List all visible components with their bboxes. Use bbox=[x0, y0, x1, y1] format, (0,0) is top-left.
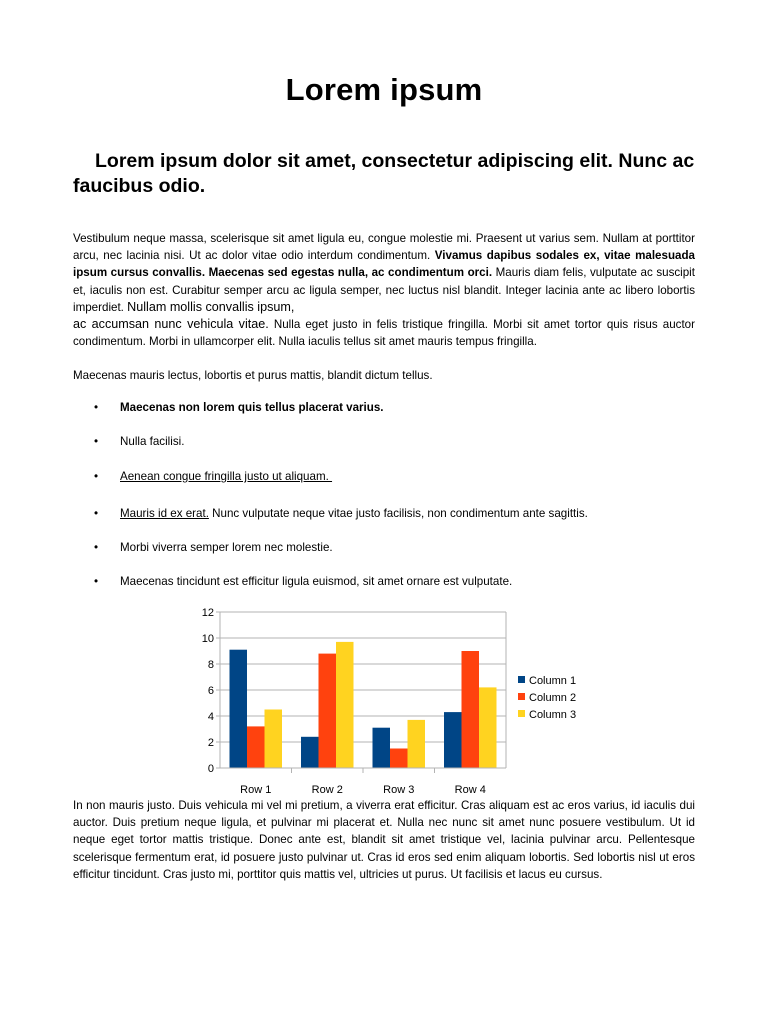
bullet-marker: • bbox=[94, 470, 99, 483]
bullet-marker: • bbox=[94, 507, 99, 520]
document-subtitle: Lorem ipsum dolor sit amet, consectetur adipiscing elit. Nunc ac faucibus odio. bbox=[73, 150, 695, 197]
y-tick-label: 6 bbox=[207, 685, 214, 697]
list-item-text: Aenean congue fringilla justo ut aliquam. bbox=[120, 470, 333, 483]
legend-label: Column 2 bbox=[529, 692, 577, 704]
bullet-marker: • bbox=[94, 435, 99, 448]
list-item-text: Nulla facilisi. bbox=[120, 435, 185, 448]
x-tick-label: Row 1 bbox=[240, 784, 272, 796]
y-tick-label: 8 bbox=[207, 659, 214, 671]
bar-column-3 bbox=[336, 642, 354, 768]
legend-swatch bbox=[518, 693, 525, 700]
list-item-rest: Nunc vulputate neque vitae justo facilisis, non condimentum ante sagittis. bbox=[208, 507, 588, 520]
bar-column-3 bbox=[265, 710, 283, 769]
list-item-text: Morbi viverra semper lorem nec molestie. bbox=[120, 541, 333, 554]
paragraph-1-text-b: Mauris diam felis, vulputate ac suscipit et, iaculis non est. Curabitur semper arcu ac ligula semper, nec luctus nisl blandit. Integer lacinia ante ac libero lobortis imperdiet. bbox=[73, 266, 695, 314]
bar-column-2 bbox=[390, 749, 408, 769]
bullet-marker: • bbox=[94, 401, 99, 414]
list-item-text: Maecenas tincidunt est efficitur ligula euismod, sit amet ornare est vulputate. bbox=[120, 575, 513, 588]
y-tick-label: 2 bbox=[207, 737, 214, 749]
paragraph-2: Maecenas mauris lectus, lobortis et purus mattis, blandit dictum tellus. bbox=[73, 369, 433, 382]
x-tick-label: Row 2 bbox=[311, 784, 343, 796]
legend-swatch bbox=[518, 710, 525, 717]
bar-column-2 bbox=[319, 654, 337, 768]
paragraph-1-large-a: Nullam mollis convallis ipsum, bbox=[127, 299, 295, 314]
x-tick-label: Row 3 bbox=[383, 784, 415, 796]
bar-column-1 bbox=[373, 728, 391, 768]
y-tick-label: 0 bbox=[207, 763, 214, 775]
y-tick-label: 10 bbox=[201, 633, 214, 645]
paragraph-1-text-c: Nulla eget justo in felis tristique fringilla. Morbi sit amet tortor quis risus auctor condimentum. Morbi in ullamcorper elit. Nulla iaculis tellus sit amet mauris tempus fringilla. bbox=[73, 318, 695, 349]
paragraph-1 bbox=[73, 230, 695, 350]
paragraph-1-text-a: Vestibulum neque massa, scelerisque sit amet ligula eu, congue molestie mi. Praesent ut varius sem. Nullam at porttitor arcu, nec lacinia nisi. Ut ac dolor vitae odio interdum condimentum. bbox=[73, 232, 695, 263]
bar-chart bbox=[190, 602, 600, 800]
x-tick-label: Row 4 bbox=[454, 784, 486, 796]
paragraph-1-large-b: ac accumsan nunc vehicula vitae. bbox=[73, 317, 269, 332]
legend-label: Column 1 bbox=[529, 675, 577, 687]
legend-label: Column 3 bbox=[529, 709, 577, 721]
bullet-marker: • bbox=[94, 541, 99, 554]
bar-column-1 bbox=[301, 737, 319, 768]
bar-column-2 bbox=[462, 651, 480, 768]
bar-column-1 bbox=[444, 712, 462, 768]
y-tick-label: 4 bbox=[207, 711, 214, 723]
bullet-marker: • bbox=[94, 575, 99, 588]
list-item-underlined: Mauris id ex erat. bbox=[120, 507, 209, 520]
bar-column-3 bbox=[479, 687, 497, 768]
list-item-text bbox=[120, 506, 588, 522]
legend-swatch bbox=[518, 676, 525, 683]
y-tick-label: 12 bbox=[201, 607, 214, 619]
bar-column-3 bbox=[408, 720, 426, 768]
list-item-text: Maecenas non lorem quis tellus placerat varius. bbox=[120, 401, 384, 414]
document-title: Lorem ipsum bbox=[285, 72, 483, 107]
bar-column-1 bbox=[230, 650, 248, 768]
paragraph-3: In non mauris justo. Duis vehicula mi vel mi pretium, a viverra erat efficitur. Cras aliquam est ac eros varius, id iaculis dui auctor. Duis pretium neque ligula, et pulvinar mi placerat et. Nulla nec nunc sit amet nunc posuere vestibulum. Ut id neque eget tortor mattis tristique. Donec ante est, blandit sit amet tristique vel, lacinia pulvinar arcu. Pellentesque scelerisque fermentum erat, id posuere justo pulvinar ut. Cras id eros sed enim aliquam lobortis. Sed lobortis nisl ut eros efficitur tincidunt. Cras justo mi, porttitor quis mattis vel, ultricies ut purus. Ut facilisis et lacus eu cursus. bbox=[73, 799, 695, 881]
bar-column-2 bbox=[247, 726, 265, 768]
paragraph-1-bold: Vivamus dapibus sodales ex, vitae malesuada ipsum cursus convallis. Maecenas sed egestas nulla, ac condimentum orci. bbox=[73, 249, 695, 280]
